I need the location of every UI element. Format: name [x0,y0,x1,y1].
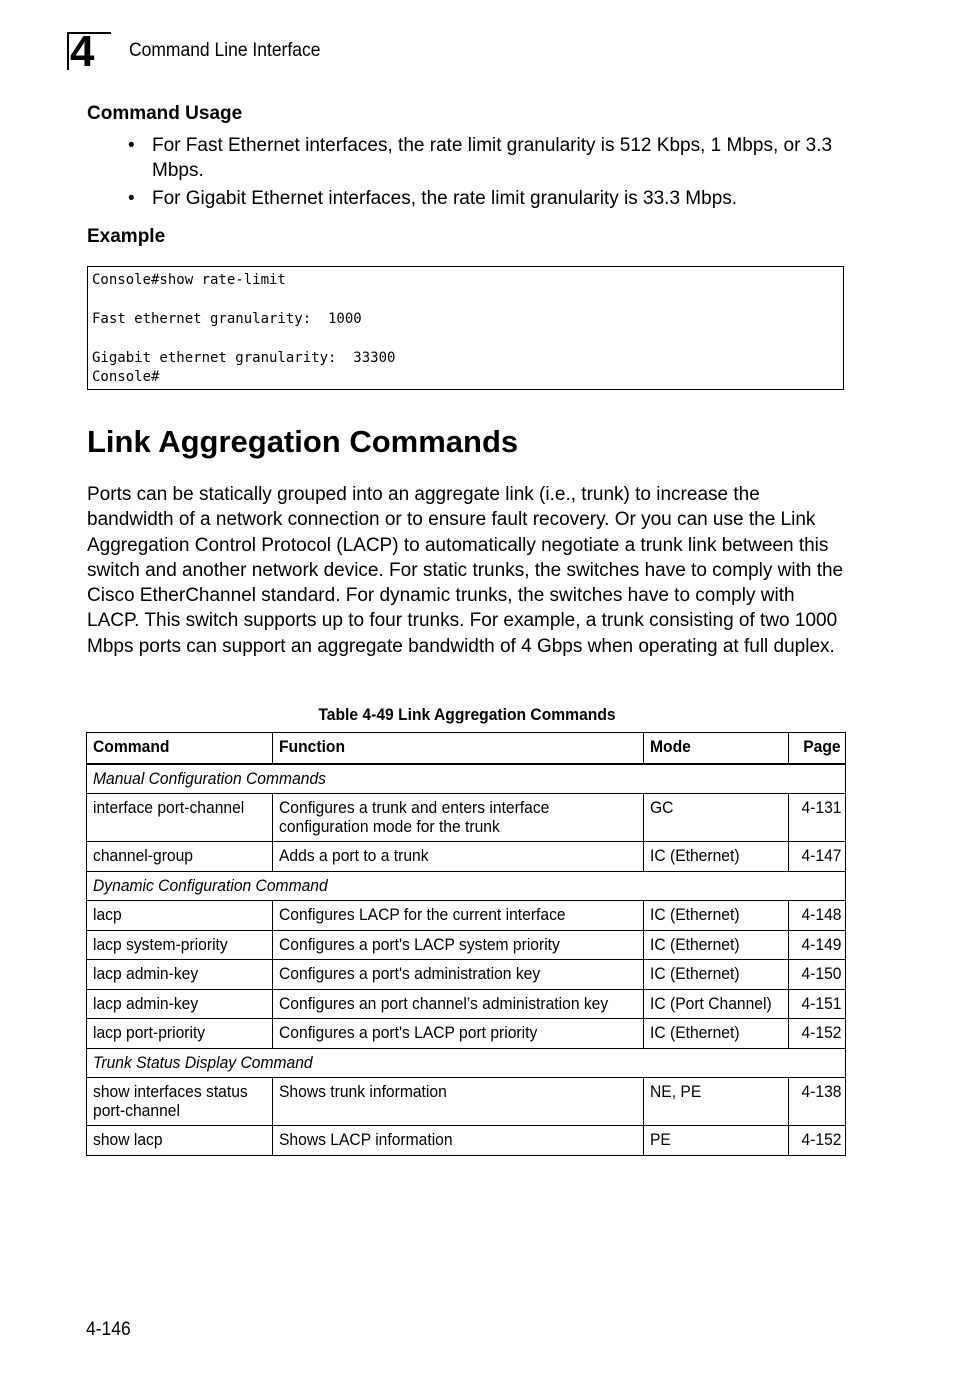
cell-function: Configures a port's LACP port priority [272,1019,643,1049]
link-aggregation-table [86,732,846,1156]
cell-command: show interfaces status port-channel [87,1078,273,1126]
table-row [87,930,846,960]
cell-function: Adds a port to a trunk [272,842,643,872]
column-header-page: Page [788,733,845,764]
table-row [87,901,846,931]
table-body [87,764,846,1156]
cell-mode: IC (Ethernet) [643,960,788,990]
table-header-row [87,733,846,764]
running-header-title: Command Line Interface [129,40,321,61]
example-heading: Example [87,226,166,247]
cell-page: 4-147 [788,842,845,872]
bullet-text: For Gigabit Ethernet interfaces, the rate limit granularity is 33.3 Mbps. [152,188,738,209]
cell-function: Shows trunk information [272,1078,643,1126]
table-row [87,1019,846,1049]
cell-function: Configures a trunk and enters interface configuration mode for the trunk [272,794,643,842]
column-header-command: Command [87,733,273,764]
bullet-icon: • [128,188,135,209]
cell-page: 4-152 [788,1019,845,1049]
cell-function: Configures a port's administration key [272,960,643,990]
page-number: 4-146 [86,1319,131,1340]
list-item [128,186,858,211]
cell-page: 4-149 [788,930,845,960]
table-row [87,794,846,842]
table-row [87,1126,846,1156]
cell-command: channel-group [87,842,273,872]
table-group-row [87,764,846,794]
cell-mode: IC (Ethernet) [643,901,788,931]
cell-function: Configures an port channel’s administration key [272,989,643,1019]
table-caption: Table 4-49 Link Aggregation Commands [318,705,616,724]
cell-page: 4-148 [788,901,845,931]
cell-mode: GC [643,794,788,842]
chapter-number: 4 [70,27,94,76]
group-label: Dynamic Configuration Command [87,871,846,901]
cell-command: show lacp [87,1126,273,1156]
cell-page: 4-131 [788,794,845,842]
group-label: Trunk Status Display Command [87,1048,846,1078]
table-group-row [87,1048,846,1078]
cell-mode: NE, PE [643,1078,788,1126]
cell-command: lacp [87,901,273,931]
group-label: Manual Configuration Commands [87,764,846,794]
command-usage-list [128,133,858,214]
table-row [87,1078,846,1126]
cell-function: Configures a port's LACP system priority [272,930,643,960]
cell-command: interface port-channel [87,794,273,842]
command-usage-heading: Command Usage [87,103,243,124]
cell-page: 4-138 [788,1078,845,1126]
list-item [128,133,858,183]
cell-mode: IC (Port Channel) [643,989,788,1019]
section-paragraph: Ports can be statically grouped into an aggregate link (i.e., trunk) to increase the bandwidth of a network connection or to ensure fault recovery. Or you can use the Link Aggregation Control Protocol (LACP) to automatically negotiate a trunk link between this switch and another network device. For static trunks, the switches have to comply with the Cisco EtherChannel standard. For dynamic trunks, the switches have to comply with LACP. This switch supports up to four trunks. For example, a trunk consisting of two 1000 Mbps ports can support an aggregate bandwidth of 4 Gbps when operating at full duplex. [87,484,844,657]
section-title: Link Aggregation Commands [87,424,519,459]
example-code-block: Console#show rate-limit Fast ethernet granularity: 1000 Gigabit ethernet granularity: 33300 Console# [87,266,844,390]
table-row [87,989,846,1019]
table-group-row [87,871,846,901]
cell-command: lacp port-priority [87,1019,273,1049]
column-header-mode: Mode [643,733,788,764]
table-row [87,842,846,872]
cell-function: Configures LACP for the current interface [272,901,643,931]
cell-command: lacp admin-key [87,960,273,990]
bullet-icon: • [128,135,135,156]
table-row [87,960,846,990]
cell-page: 4-152 [788,1126,845,1156]
cell-function: Shows LACP information [272,1126,643,1156]
cell-mode: IC (Ethernet) [643,930,788,960]
cell-page: 4-151 [788,989,845,1019]
cell-command: lacp admin-key [87,989,273,1019]
cell-mode: IC (Ethernet) [643,1019,788,1049]
cell-command: lacp system-priority [87,930,273,960]
column-header-function: Function [272,733,643,764]
cell-mode: IC (Ethernet) [643,842,788,872]
cell-page: 4-150 [788,960,845,990]
bullet-text: For Fast Ethernet interfaces, the rate limit granularity is 512 Kbps, 1 Mbps, or 3.3 Mbps. [152,135,833,181]
cell-mode: PE [643,1126,788,1156]
